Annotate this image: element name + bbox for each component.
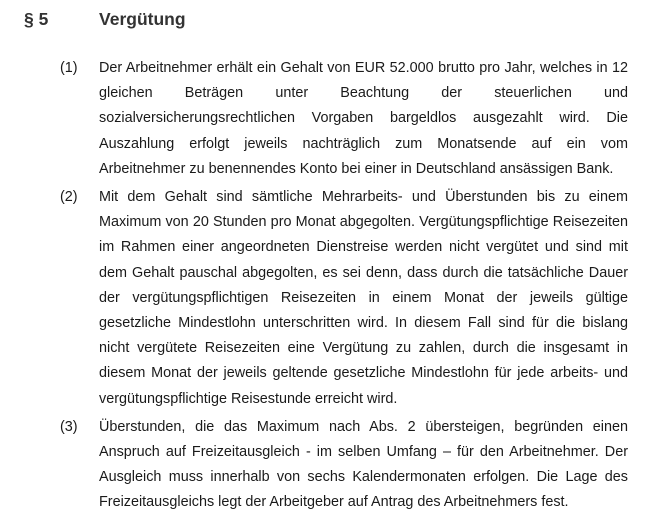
paragraph-text: Überstunden, die das Maximum nach Abs. 2 übersteigen, begründen einen Anspruch auf Freizeitausgleich - im selben Umfang – für den Arbeitnehmer. Der Ausgleich muss innerhalb von sechs Kalendermonaten erfolgen. Die Lage des Freizeitausgleichs legt der Arbeitgeber auf Antrag des Arbeitnehmers fest. bbox=[99, 418, 628, 511]
paragraph-text: Der Arbeitnehmer erhält ein Gehalt von EUR 52.000 brutto pro Jahr, welches in 12 gleichen Beträgen unter Beachtung der steuerlichen und sozialversicherungsrechtlichen Vorgaben bargeldlos ausgezahlt wird. Die Auszahlung erfolgt jeweils nachträglich zum Monatsende auf ein vom Arbeitnehmer zu benennendes Konto bei einer in Deutschland ansässigen Bank. bbox=[99, 60, 628, 177]
paragraph-3 bbox=[0, 415, 654, 516]
paragraph-number: (1) bbox=[60, 60, 78, 76]
paragraph-number: (3) bbox=[60, 418, 78, 435]
section-header bbox=[24, 9, 630, 35]
paragraph-text: Mit dem Gehalt sind sämtliche Mehrarbeits- und Überstunden bis zu einem Maximum von 20 Stunden pro Monat abgegolten. Vergütungspflichtige Reisezeiten im Rahmen einer angeordneten Dienstreise werden nicht vergütet und sind mit dem Gehalt pauschal abgegolten, es sei denn, dass durch die tatsächliche Dauer der vergütungspflichtigen Reisezeiten in einem Monat der jeweils gültige gesetzliche Mindestlohn unterschritten wird. In diesem Fall sind für die bislang nicht vergütete Reisezeiten eine Vergütung zu zahlen, durch die insgesamt in diesem Monat der jeweils geltende gesetzliche Mindestlohn für jede arbeits- und vergütungspflichtige Reisestunde erreicht wird. bbox=[99, 189, 628, 407]
paragraph-2 bbox=[0, 185, 654, 412]
section-number: § 5 bbox=[24, 9, 49, 29]
paragraph-list bbox=[0, 56, 654, 519]
paragraph-number: (2) bbox=[60, 189, 78, 206]
section-title: Vergütung bbox=[99, 9, 186, 29]
paragraph-1 bbox=[0, 56, 654, 182]
